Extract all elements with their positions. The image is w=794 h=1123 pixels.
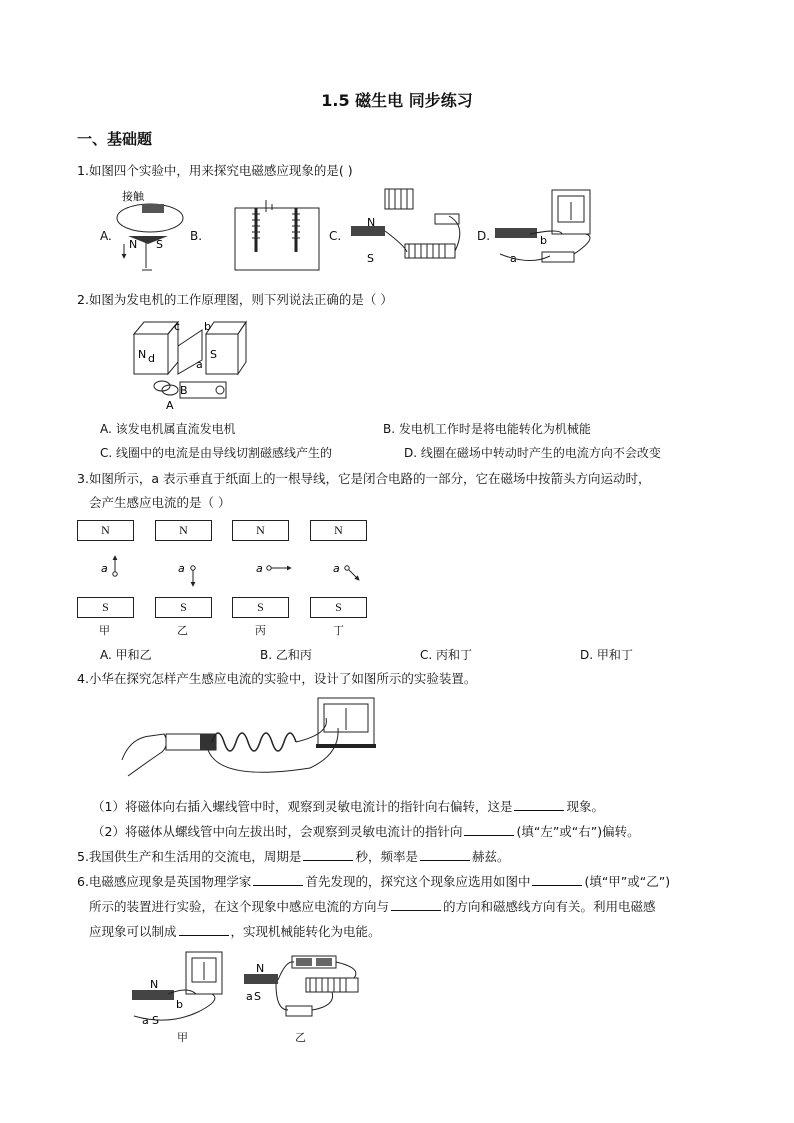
q6-l1-text-b: 首先发现的，探究这个现象应选用如图中 [305, 874, 531, 889]
q6-yi-s-label: S [254, 990, 261, 1003]
q1-fig-d-a-label: a [510, 252, 517, 265]
q6-yi-a-label: a [246, 990, 253, 1003]
q3-wire-label-yi: a [178, 562, 185, 575]
page-title: 1.5 磁生电 同步练习 [321, 91, 473, 110]
question-3-text-line2: 会产生感应电流的是（ ） [89, 495, 231, 510]
q6-figure-jia [128, 950, 228, 1028]
q6-jia-b-label: b [176, 998, 183, 1011]
q3-option-c: C. 丙和丁 [420, 648, 473, 662]
q6-l2-text-a: 所示的装置进行实验，在这个现象中感应电流的方向与 [89, 899, 390, 914]
question-5 [77, 848, 509, 866]
q1-fig-d-b-label: b [540, 234, 547, 247]
q5-blank-period[interactable] [303, 848, 353, 861]
q2-fig-b-label: b [204, 320, 211, 333]
q3-magnet-n-jia: N [77, 520, 134, 541]
q6-caption-jia: 甲 [177, 1031, 188, 1044]
q2-fig-c-label: c [174, 320, 181, 333]
q2-generator-figure [130, 316, 248, 412]
q6-caption-yi: 乙 [295, 1031, 306, 1044]
q2-fig-a-label: a [196, 358, 203, 371]
q6-figure-yi [236, 950, 366, 1026]
q2-option-d: D. 线圈在磁场中转动时产生的电流方向不会改变 [404, 446, 661, 460]
q3-magnet-n-bing: N [232, 520, 289, 541]
q3-magnet-s-yi: S [155, 597, 212, 618]
question-4-text: 4.小华在探究怎样产生感应电流的实验中，设计了如图所示的实验装置。 [77, 671, 477, 686]
q2-fig-A-label: A [166, 399, 174, 412]
q2-option-a: A. 该发电机属直流发电机 [100, 422, 236, 436]
q1-figure-c [345, 186, 470, 268]
q2-option-c: C. 线圈中的电流是由导线切割磁感线产生的 [100, 446, 333, 460]
q1-label-d: D. [477, 229, 491, 243]
q3-magnet-s-ding: S [310, 597, 367, 618]
q6-jia-s-label: S [152, 1014, 159, 1027]
q2-fig-n-label: N [138, 348, 147, 361]
q1-figure-a [112, 188, 187, 278]
question-6-line3 [89, 923, 381, 941]
q1-fig-c-s-label: S [367, 252, 374, 265]
q6-blank-physicist[interactable] [253, 873, 303, 886]
question-6-line2 [89, 898, 656, 916]
q5-text-c: 赫兹。 [471, 849, 510, 864]
q6-yi-n-label: N [256, 962, 265, 975]
q6-jia-a-label: a [142, 1014, 149, 1027]
q3-magnet-n-yi: N [155, 520, 212, 541]
q1-figure-d [490, 188, 600, 268]
q6-l1-text-a: 6.电磁感应现象是英国物理学家 [77, 874, 252, 889]
q2-fig-s-label: S [210, 348, 217, 361]
q4-sub2-blank[interactable] [464, 823, 514, 836]
q3-option-b: B. 乙和丙 [260, 648, 312, 662]
q4-sub1-blank[interactable] [514, 798, 564, 811]
q6-l3-text-a: 应现象可以制成 [89, 924, 177, 939]
q2-fig-B-label: B [180, 384, 188, 397]
q2-fig-d-label: d [148, 352, 155, 365]
q3-caption-ding: 丁 [333, 624, 344, 637]
q4-solenoid-figure [120, 694, 380, 786]
q3-wire-label-ding: a [333, 562, 340, 575]
q1-fig-s-label: S [156, 238, 163, 251]
q6-jia-n-label: N [150, 978, 159, 991]
question-1-text: 1.如图四个实验中，用来探究电磁感应现象的是( ) [77, 163, 353, 178]
q4-sub2 [92, 823, 640, 841]
q3-magnet-n-ding: N [310, 520, 367, 541]
q4-sub1-text-a: （1）将磁体向右插入螺线管中时，观察到灵敏电流计的指针向右偏转，这是 [92, 799, 513, 814]
q1-label-a: A. [100, 229, 112, 243]
q4-sub2-text-b: (填“左”或“右”)偏转。 [516, 824, 640, 839]
q5-text-a: 5.我国供生产和生活用的交流电，周期是 [77, 849, 302, 864]
q1-fig-c-n-label: N [367, 216, 376, 229]
question-6-line1 [77, 873, 670, 891]
q1-label-c: C. [329, 229, 342, 243]
q3-wire-label-bing: a [256, 562, 263, 575]
q6-l2-text-b: 的方向和磁感线方向有关。利用电磁感 [443, 899, 656, 914]
q6-l3-text-b: ，实现机械能转化为电能。 [230, 924, 381, 939]
question-2-text: 2.如图为发电机的工作原理图，则下列说法正确的是（ ） [77, 292, 393, 307]
q4-sub2-text-a: （2）将磁体从螺线管中向左拔出时，会观察到灵敏电流计的指针向 [92, 824, 463, 839]
question-3-text-line1: 3.如图所示，a 表示垂直于纸面上的一根导线，它是闭合电路的一部分，它在磁场中按箭头方向运动时， [77, 471, 651, 486]
q4-sub1-text-b: 现象。 [566, 799, 604, 814]
q3-caption-yi: 乙 [177, 624, 188, 637]
q3-wire-label-jia: a [101, 562, 108, 575]
q1-figure-b [232, 192, 322, 274]
q5-blank-frequency[interactable] [420, 848, 470, 861]
q3-caption-bing: 丙 [255, 624, 266, 637]
q1-fig-contact-label: 接触 [122, 190, 144, 203]
q3-option-a: A. 甲和乙 [100, 648, 152, 662]
q5-text-b: 秒，频率是 [355, 849, 418, 864]
q6-blank-direction[interactable] [391, 898, 441, 911]
q3-wire-motions [77, 550, 377, 590]
q6-l1-text-c: (填“甲”或“乙”) [584, 874, 671, 889]
q1-fig-n-label: N [129, 238, 138, 251]
q3-magnet-s-bing: S [232, 597, 289, 618]
q3-option-d: D. 甲和丁 [580, 648, 633, 662]
q1-label-b: B. [190, 229, 203, 243]
q4-sub1 [92, 798, 604, 816]
q3-caption-jia: 甲 [99, 624, 110, 637]
q6-blank-device[interactable] [179, 923, 229, 936]
q3-magnet-s-jia: S [77, 597, 134, 618]
q2-option-b: B. 发电机工作时是将电能转化为机械能 [383, 422, 591, 436]
section-heading: 一、基础题 [77, 130, 153, 148]
q6-blank-figure[interactable] [532, 873, 582, 886]
